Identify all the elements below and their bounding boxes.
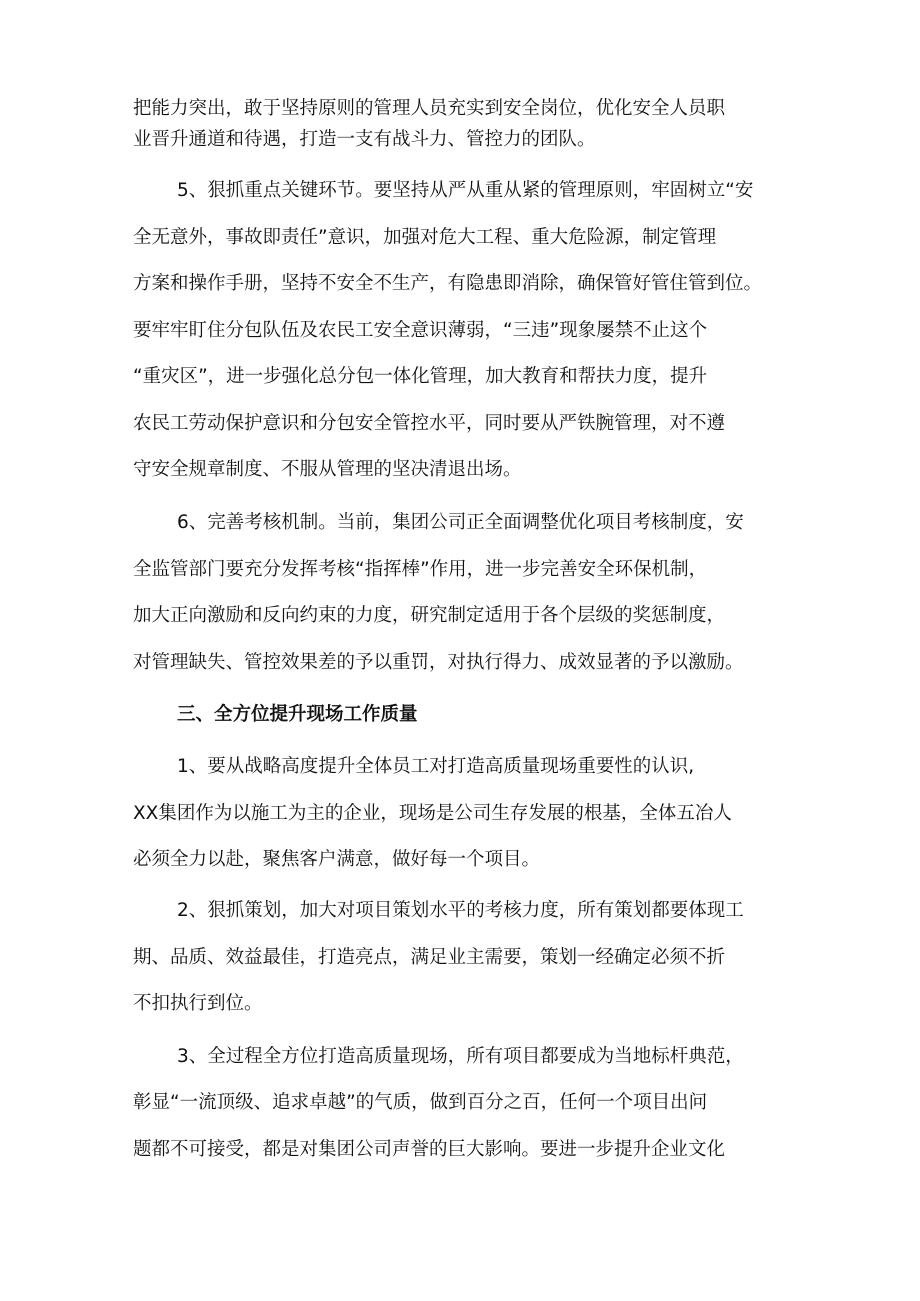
text-line: 题都不可接受，都是对集团公司声誉的巨大影响。要进一步提升企业文化 (133, 1139, 726, 1160)
text-line: 业晋升通道和待遇，打造一支有战斗力、管控力的团队。 (133, 129, 596, 150)
paragraph-first-line: 6、完善考核机制。当前，集团公司正全面调整优化项目考核制度，安 (177, 512, 744, 533)
section-heading: 三、全方位提升现场工作质量 (177, 704, 418, 725)
text-line: 全无意外，事故即责任”意识，加强对危大工程、重大危险源，制定管理 (133, 227, 717, 248)
text-line: 必须全力以赴，聚焦客户满意，做好每一个项目。 (133, 849, 541, 870)
text-line: 期、品质、效益最佳，打造亮点，满足业主需要，策划一经确定必须不折 (133, 947, 726, 968)
text-line: 农民工劳动保护意识和分包安全管控水平，同时要从严铁腕管理，对不遵 (133, 413, 726, 434)
text-line: 对管理缺失、管控效果差的予以重罚，对执行得力、成效显著的予以激励。 (133, 652, 744, 673)
paragraph-first-line: 3、全过程全方位打造高质量现场，所有项目都要成为当地标杆典范， (177, 1046, 744, 1067)
text-line: 彰显“一流顶级、追求卓越”的气质，做到百分之百，任何一个项目出问 (133, 1092, 708, 1113)
text-line: 把能力突出，敢于坚持原则的管理人员充实到安全岗位，优化安全人员职 (133, 98, 726, 119)
text-line: 加大正向激励和反向约束的力度，研究制定适用于各个层级的奖惩制度， (133, 605, 726, 626)
paragraph-first-line: 2、狠抓策划，加大对项目策划水平的考核力度，所有策划都要体现工 (177, 900, 744, 921)
paragraph-first-line: 1、要从战略高度提升全体员工对打造高质量现场重要性的认识, (177, 756, 695, 777)
text-line: XX集团作为以施工为主的企业，现场是公司生存发展的根基，全体五冶人 (133, 803, 732, 824)
paragraph-first-line: 5、狠抓重点关键环节。要坚持从严从重从紧的管理原则，牢固树立“安 (177, 180, 754, 201)
text-line: 方案和操作手册，坚持不安全不生产，有隐患即消除，确保管好管住管到位。 (133, 273, 763, 294)
text-line: 全监管部门要充分发挥考核“指挥棒”作用，进一步完善安全环保机制， (133, 559, 708, 580)
text-line: “重灾区”，进一步强化总分包一体化管理，加大教育和帮扶力度，提升 (133, 366, 708, 387)
text-line: 守安全规章制度、不服从管理的坚决清退出场。 (133, 459, 522, 480)
text-line: 要牢牢盯住分包队伍及农民工安全意识薄弱，“三违”现象屡禁不止这个 (133, 320, 708, 341)
text-line: 不扣执行到位。 (133, 993, 263, 1014)
